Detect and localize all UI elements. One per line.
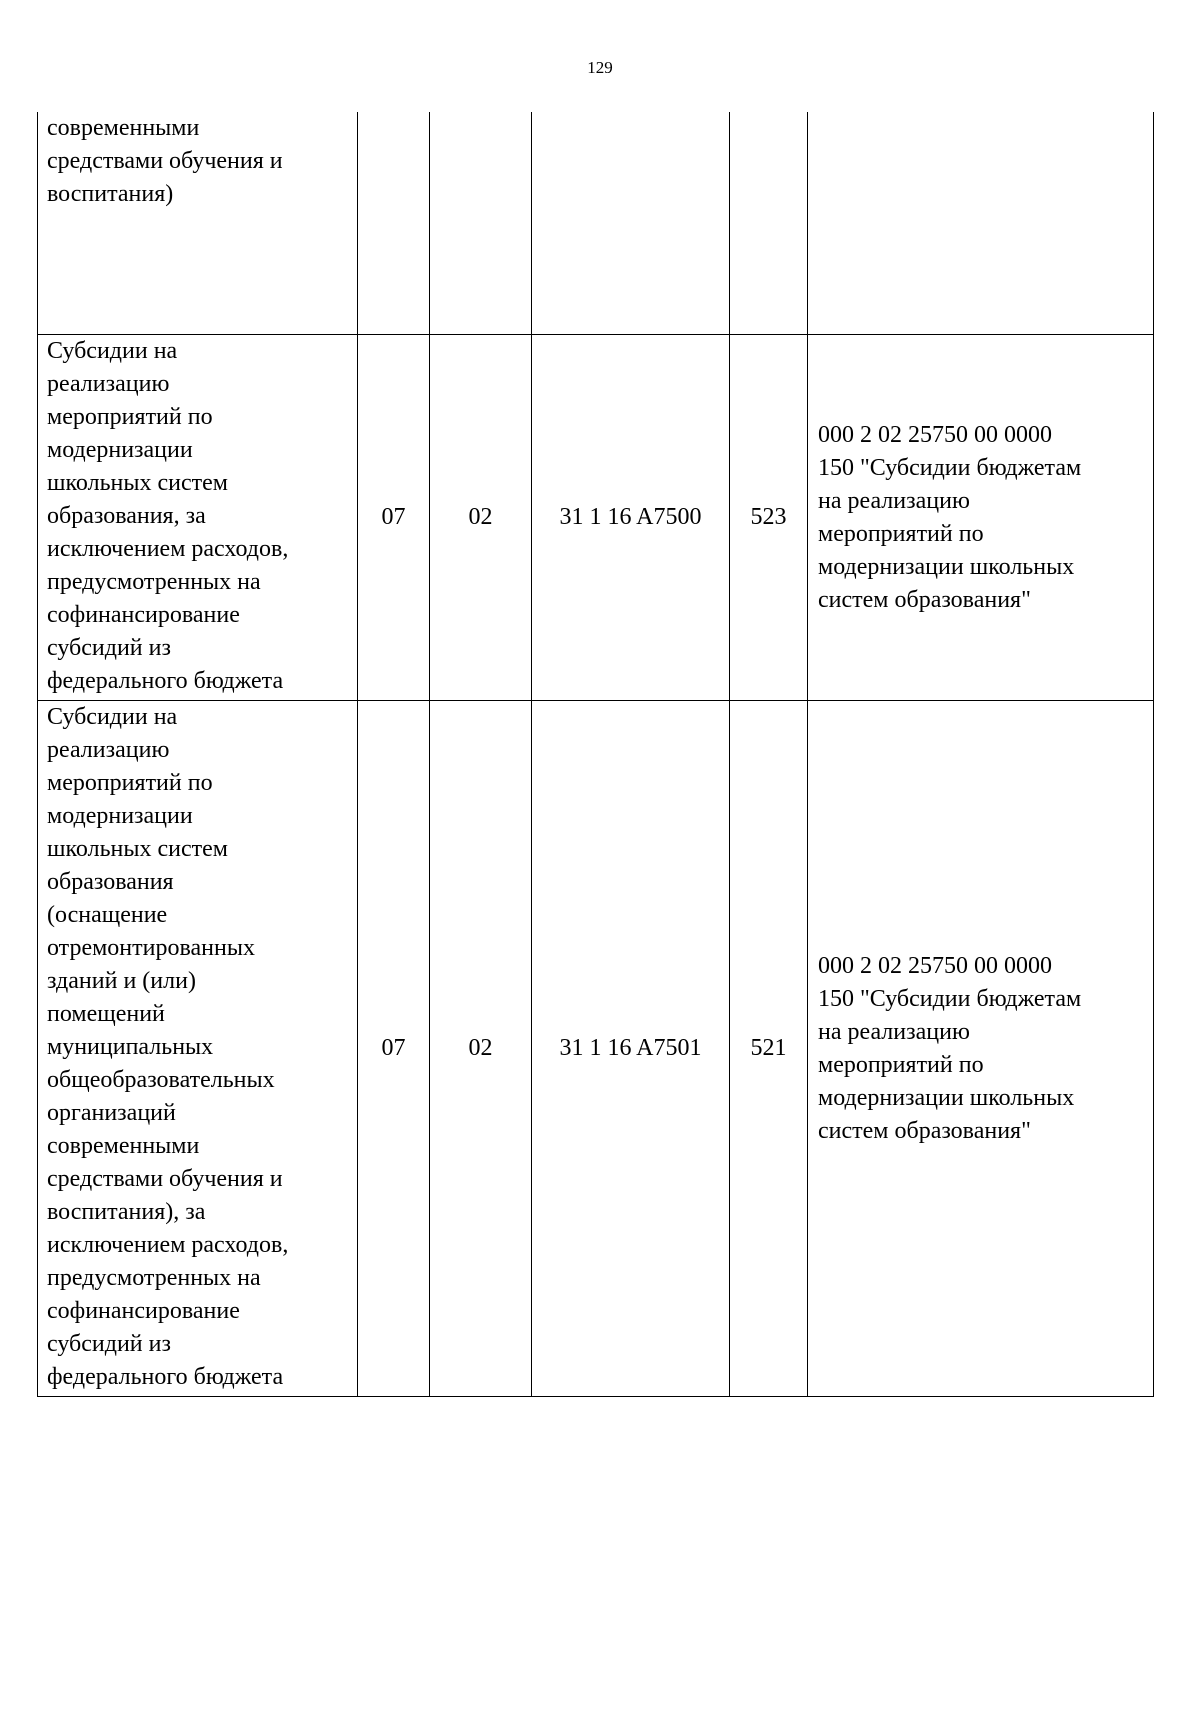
subsection-cell: 02 (430, 701, 532, 1397)
expense-type-cell: 523 (730, 335, 808, 701)
budget-table (37, 112, 1154, 1397)
page-number: 129 (587, 58, 613, 77)
description-cell (38, 335, 358, 701)
revenue-code-text: 000 2 02 25750 00 0000 150 "Субсидии бюджетам на реализацию мероприятий по модернизации школьных систем образования" (818, 952, 1082, 1144)
target-article-cell: 31 1 16 A7500 (532, 335, 730, 701)
revenue-code-cell (808, 112, 1154, 335)
expense-type-cell: 521 (730, 701, 808, 1397)
section-cell: 07 (358, 701, 430, 1397)
description-cell (38, 701, 358, 1397)
description-text: Субсидии на реализацию мероприятий по модернизации школьных систем образования, за исключением расходов, предусмотренных на софинансирование субсидий из федерального бюджета (47, 338, 289, 694)
target-article-cell (532, 112, 730, 335)
description-cell (38, 112, 358, 335)
table-row (38, 701, 1154, 1397)
revenue-code-cell (808, 701, 1154, 1397)
expense-type-cell (730, 112, 808, 335)
section-cell (358, 112, 430, 335)
table-row (38, 112, 1154, 335)
subsection-cell (430, 112, 532, 335)
section-cell: 07 (358, 335, 430, 701)
table-row (38, 335, 1154, 701)
description-text: Субсидии на реализацию мероприятий по модернизации школьных систем образования (оснащение отремонтированных зданий и (или) помещений муниципальных общеобразовательных организаций современными средствами обучения и воспитания), за исключением расходов, предусмотренных на софинансирование субсидий из федерального бюджета (47, 704, 289, 1390)
target-article-cell: 31 1 16 A7501 (532, 701, 730, 1397)
revenue-code-text: 000 2 02 25750 00 0000 150 "Субсидии бюджетам на реализацию мероприятий по модернизации школьных систем образования" (818, 421, 1082, 613)
revenue-code-cell (808, 335, 1154, 701)
subsection-cell: 02 (430, 335, 532, 701)
description-text: современными средствами обучения и воспитания) (47, 115, 283, 207)
